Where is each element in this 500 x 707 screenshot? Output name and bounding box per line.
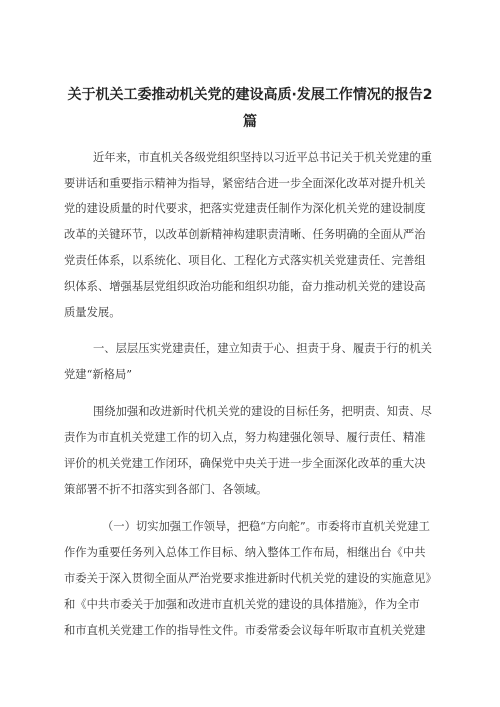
paragraph-line: 一、层层压实党建责任，建立知责于心、担责于身、履责于行的机关 [93,342,432,355]
paragraph-line: 评价的机关党建工作闭环，确保党中央关于进一步全面深化改革的重大决 [64,457,426,470]
document-title-line-2: 篇 [243,114,257,130]
paragraph-line: 质量发展。 [64,306,121,319]
paragraph-line: 市委关于深入贯彻全面从严治党要求推进新时代机关党的建设的实施意见》 [64,572,437,585]
paragraph-line: 策部署不折不扣落实到各部门、各领域。 [64,483,268,496]
paragraph-line: 近年来，市直机关各级党组织坚持以习近平总书记关于机关党建的重 [93,151,432,164]
paragraph-line: 党的建设质量的时代要求，把落实党建责任制作为深化机关党的建设制度 [64,202,426,215]
paragraph-line: 和市直机关党建工作的指导性文件。市委常委会议每年听取市直机关党建 [64,624,426,637]
paragraph-line: 责作为市直机关党建工作的切入点，努力构建强化领导、履行责任、精准 [64,431,426,444]
paragraph-line: 和《中共市委关于加强和改进市直机关党的建设的具体措施》，作为全市 [64,598,420,611]
paragraph-line: 作作为重要任务列入总体工作目标、纳入整体工作布局，相继出台《中共 [64,546,426,559]
document-title-line-1: 关于机关工委推动机关党的建设高质·发展工作情况的报告2 [67,87,433,103]
paragraph-line: 党建“新格局” [64,368,133,381]
paragraph-line: （一）切实加强工作领导，把稳“方向舵”。市委将市直机关党建工 [102,520,430,533]
paragraph-line: 围绕加强和改进新时代机关党的建设的目标任务，把明责、知责、尽 [93,405,432,418]
paragraph-line: 要讲话和重要指示精神为指导，紧密结合进一步全面深化改革对提升机关 [64,177,426,190]
paragraph-line: 党责任体系，以系统化、项目化、工程化方式落实机关党建责任、完善组 [64,254,426,267]
paragraph-line: 改革的关键环节，以改革创新精神构建职责清晰、任务明确的全面从严治 [64,228,426,241]
paragraph-line: 织体系、增强基层党组织政治功能和组织功能，奋力推动机关党的建设高 [64,280,426,293]
